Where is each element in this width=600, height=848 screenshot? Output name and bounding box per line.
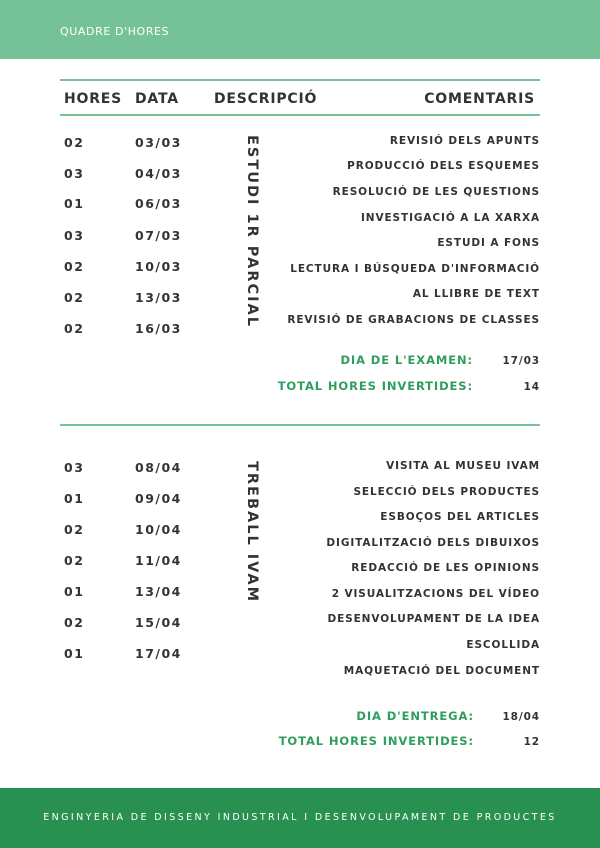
row-data: 03/03	[135, 135, 182, 150]
comment: ESBOÇOS DEL ARTICLES	[380, 511, 540, 523]
comment: VISITA AL MUSEU IVAM	[386, 460, 540, 472]
section-divider	[60, 424, 540, 426]
delivery-date-label: DIA D'ENTREGA:	[356, 709, 474, 723]
comment: 2 VISUALITZACIONS DEL VÍDEO	[331, 588, 540, 600]
row-data: 09/04	[135, 491, 182, 506]
comment: MAQUETACIÓ DEL DOCUMENT	[343, 665, 540, 677]
delivery-date-value: 18/04	[502, 711, 540, 723]
exam-date-label: DIA DE L'EXAMEN:	[340, 353, 473, 367]
comment: RESOLUCIÓ DE LES QUESTIONS	[332, 186, 540, 198]
row-hores: 02	[64, 553, 85, 568]
row-data: 11/04	[135, 553, 182, 568]
comment: PRODUCCIÓ DELS ESQUEMES	[347, 160, 540, 172]
column-header-comentaris: COMENTARIS	[424, 91, 535, 107]
row-hores: 01	[64, 491, 85, 506]
page-title: QUADRE D'HORES	[60, 25, 170, 38]
total-hours-value: 12	[523, 736, 540, 748]
comment: ESCOLLIDA	[466, 639, 540, 651]
comment: ESTUDI A FONS	[437, 237, 540, 249]
row-hores: 02	[64, 259, 85, 274]
row-data: 07/03	[135, 228, 182, 243]
column-header-descripcio: DESCRIPCIÓ	[214, 91, 318, 107]
comment: SELECCIÓ DELS PRODUCTES	[353, 486, 540, 498]
column-header-hores: HORES	[64, 91, 123, 107]
row-hores: 01	[64, 584, 85, 599]
column-header-data: DATA	[135, 91, 179, 107]
row-data: 06/03	[135, 196, 182, 211]
row-data: 08/04	[135, 460, 182, 475]
row-hores: 03	[64, 166, 85, 181]
row-hores: 02	[64, 321, 85, 336]
row-hores: 03	[64, 460, 85, 475]
row-data: 17/04	[135, 646, 182, 661]
comment: REDACCIÓ DE LES OPINIONS	[351, 562, 540, 574]
comment: DIGITALITZACIÓ DELS DIBUIXOS	[326, 537, 540, 549]
row-data: 16/03	[135, 321, 182, 336]
comment: REVISIÓ DELS APUNTS	[389, 135, 540, 147]
row-hores: 02	[64, 615, 85, 630]
row-hores: 01	[64, 646, 85, 661]
row-hores: 02	[64, 290, 85, 305]
total-hours-label: TOTAL HORES INVERTIDES:	[278, 734, 474, 748]
row-data: 13/04	[135, 584, 182, 599]
top-header-bar	[0, 0, 600, 59]
total-hours-label: TOTAL HORES INVERTIDES:	[277, 379, 473, 393]
footer-text: ENGINYERIA DE DISSENY INDUSTRIAL I DESENVOLUPAMENT DE PRODUCTES	[43, 812, 557, 823]
row-hores: 01	[64, 196, 85, 211]
row-data: 13/03	[135, 290, 182, 305]
row-hores: 03	[64, 228, 85, 243]
section-title: TREBALL IVAM	[244, 461, 260, 604]
comment: DESENVOLUPAMENT DE LA IDEA	[327, 613, 540, 625]
row-data: 10/04	[135, 522, 182, 537]
comment: INVESTIGACIÓ A LA XARXA	[360, 212, 540, 224]
comment: REVISIÓ DE GRABACIONS DE CLASSES	[287, 314, 540, 326]
total-hours-value: 14	[523, 381, 540, 393]
section-title: ESTUDI 1R PARCIAL	[244, 135, 260, 328]
row-data: 10/03	[135, 259, 182, 274]
exam-date-value: 17/03	[502, 355, 540, 367]
row-hores: 02	[64, 522, 85, 537]
comment: AL LLIBRE DE TEXT	[412, 288, 540, 300]
table-top-rule	[60, 79, 540, 81]
footer-bar	[0, 788, 600, 848]
table-header-rule	[60, 114, 540, 116]
row-data: 15/04	[135, 615, 182, 630]
comment: LECTURA I BÚSQUEDA D'INFORMACIÓ	[290, 263, 540, 275]
row-hores: 02	[64, 135, 85, 150]
row-data: 04/03	[135, 166, 182, 181]
